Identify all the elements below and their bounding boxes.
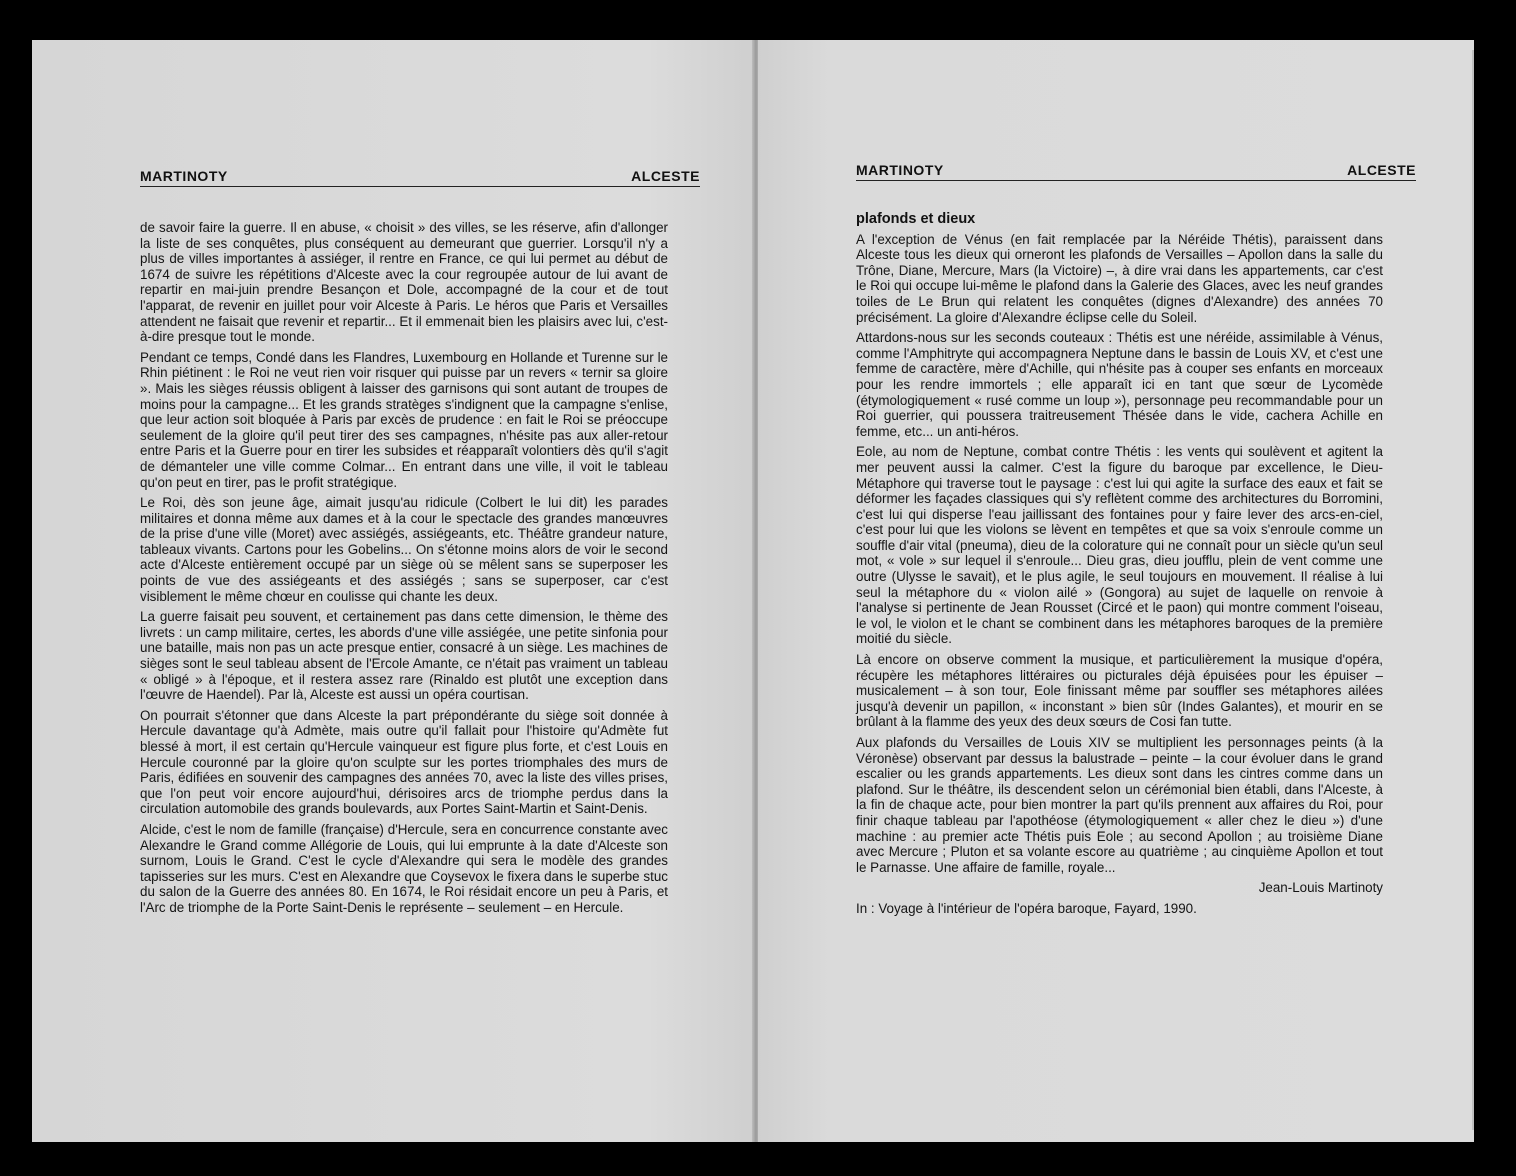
- paragraph: Le Roi, dès son jeune âge, aimait jusqu'au ridicule (Colbert le lui dit) les parades militaires et donna même aux dames et à la cour le spectacle des grandes manœuvres de la prise d'une ville (Moret) avec assiégés, assiégeants, etc. Théâtre grandeur nature, tableaux vivants. Cartons pour les Gobelins... On s'étonne moins alors de voir le second acte d'Alceste entièrement occupé par un siège où se mêlent sans se superposer les points de vue des assiégeants et des assiégés ; sans se superposer, car c'est visiblement le même chœur en coulisse qui chante les deux.: [140, 495, 668, 604]
- header-author: MARTINOTY: [140, 168, 228, 184]
- header-author: MARTINOTY: [856, 162, 944, 178]
- paragraph: Eole, au nom de Neptune, combat contre Thétis : les vents qui soulèvent et agitent la mer peuvent aussi la calmer. C'est la figure du baroque par excellence, le Dieu-Métaphore qui traverse tout le paysage : c'est lui qui agite la surface des eaux et fait se déformer les façades classiques qui s'y reflètent comme des architectures du Borromini, c'est lui qui disperse l'eau jaillissant des fontaines pour y faire lever des arcs-en-ciel, c'est pour lui que les violons se lèvent en tempêtes et que sa voix s'enroule comme un souffle d'air vital (pneuma), dieu de la colorature qui ne connaît pour un siècle qu'un seul mot, « vole » sur lequel il s'enroule... Dieu gras, dieu joufflu, plein de vent comme une outre (Ulysse le savait), et le plus agile, le seul toujours en mouvement. Il réalise à lui seul la métaphore du « violon ailé » (Gongora) au sujet de laquelle on renvoie à l'analyse si pertinente de Jean Rousset (Circé et le paon) qui montre comment l'oiseau, le vol, le violon et le chant se combinent dans les métaphores baroques de la première moitié du siècle.: [856, 444, 1383, 647]
- left-page: [32, 40, 754, 1142]
- source-citation: In : Voyage à l'intérieur de l'opéra baroque, Fayard, 1990.: [856, 900, 1197, 916]
- right-body-text: [856, 212, 1383, 922]
- paragraph: On pourrait s'étonner que dans Alceste la part prépondérante du siège soit donnée à Hercule davantage qu'à Admète, mais outre qu'il fallait pour l'histoire qu'Admète fut blessé à mort, il est certain qu'Hercule vainqueur est figure plus forte, et c'est Louis en Hercule couronné par la gloire qu'on sculpte sur les portes triomphales des murs de Paris, édifiées en souvenir des campagnes des années 70, avec la liste des villes prises, que l'on peut voir encore aujourd'hui, dérisoires arcs de triomphe perdus dans la circulation automobile des grands boulevards, aux Portes Saint-Martin et Saint-Denis.: [140, 707, 668, 817]
- paragraph: Alcide, c'est le nom de famille (française) d'Hercule, sera en concurrence constante avec Alexandre le Grand comme Allégorie de Louis, qui lui emprunte à la date d'Alceste son surnom, Louis le Grand. C'est le cycle d'Alexandre qui sera le modèle des grandes tapisseries sur les murs. C'est en Alexandre que Coysevox le fixera dans le superbe stuc du salon de la Guerre des années 80. En 1674, le Roi résidait encore un peu à Paris, et l'Arc de triomphe de la Porte Saint-Denis le représente – seulement – en Hercule.: [140, 821, 668, 915]
- section-title: plafonds et dieux: [856, 211, 976, 227]
- page-edge: [1472, 50, 1474, 1130]
- paragraph: Pendant ce temps, Condé dans les Flandres, Luxembourg en Hollande et Turenne sur le Rhin piétinent : le Roi ne veut rien voir risquer qui puisse par un revers « ternir sa gloire ». Mais les sièges réussis obligent à laisser des garnisons qui sont autant de troupes de moins pour la campagne... Et les grands stratèges s'indignent que la campagne s'enlise, que leur action soit bloquée à Paris par excès de prudence : en fait le Roi se préoccupe seulement de la gloire qu'il peut tirer des ses campagnes, n'hésite pas aux aller-retour entre Paris et la Guerre pour en tirer les subsides et réapparaît volontiers dès qu'il s'agit de démanteler une ville comme Colmar... En entrant dans une ville, il voit le tableau qu'on peut en tirer, pas le profit stratégique.: [140, 349, 668, 490]
- paragraph: Attardons-nous sur les seconds couteaux : Thétis est une néréide, assimilable à Vénus, comme l'Amphitryte qui accompagnera Neptune dans le bassin de Louis XV, et c'est une femme de caractère, mère d'Achille, qui n'hésite pas à couper ses enfants en morceaux pour les rendre immortels ; elle apparaît ici en tant que sœur de Lycomède (étymologiquement « rusé comme un loup »), personnage peu recommandable pour un Roi guerrier, qui poussera traitreusement Thésée dans le vide, cachera Achille en femme, etc... un anti-héros.: [856, 330, 1383, 439]
- header-title: ALCESTE: [631, 168, 700, 184]
- paragraph: La guerre faisait peu souvent, et certainement pas dans cette dimension, le thème des livrets : un camp militaire, certes, les abords d'une ville assiégée, une petite sinfonia pour une bataille, mais non pas un acte presque entier, consacré à un siège. Les machines de sièges sont le seul tableau absent de l'Ercole Amante, ce n'était pas vraiment un tableau « obligé » à l'époque, et il restera assez rare (Rinaldo est plutôt une exception dans l'œuvre de Haendel). Par là, Alceste est aussi un opéra courtisan.: [140, 609, 668, 703]
- left-body-text: [140, 220, 668, 921]
- author-signature: Jean-Louis Martinoty: [1258, 880, 1383, 896]
- paragraph: A l'exception de Vénus (en fait remplacée par la Néréide Thétis), paraissent dans Alceste tous les dieux qui orneront les plafonds de Versailles – Apollon dans la salle du Trône, Diane, Mercure, Mars (la Victoire) –, à dire vrai dans les appartements, car c'est le Roi qui occupe lui-même le plafond dans la Galerie des Glaces, avec les neuf grandes toiles de Le Brun qui relatent les conquêtes (dignes d'Alexandre) des années 70 précisément. La gloire d'Alexandre éclipse celle du Soleil.: [856, 231, 1383, 325]
- running-head-left: [140, 168, 700, 187]
- header-title: ALCESTE: [1347, 162, 1416, 178]
- paragraph: Là encore on observe comment la musique, et particulièrement la musique d'opéra, récupère les métaphores littéraires ou picturales déjà épuisées pour les épuiser – musicalement – à son tour, Eole finissant même par souffler ses métaphores ailées jusqu'à devenir un papillon, « inconstant » bien sûr (Indes Galantes), et mourir en se brûlant à la flamme des yeux des deux sœurs de Cosi fan tutte.: [856, 652, 1383, 730]
- paragraph: Aux plafonds du Versailles de Louis XIV se multiplient les personnages peints (à la Véronèse) observant par dessus la balustrade – peinte – la cour évoluer dans le grand escalier ou les grands appartements. Les dieux sont dans les cintres comme dans un plafond. Sur le théâtre, ils descendent selon un cérémonial bien établi, dans l'Alceste, à la fin de chaque acte, pour bien montrer la part qu'ils prennent aux affaires du Roi, pour finir chaque tableau par l'apothéose (étymologiquement « aller chez le dieu ») d'une machine : au premier acte Thétis puis Eole ; au second Apollon ; au troisième Diane avec Mercure ; Pluton et sa volante escore au quatrième ; au cinquième Apollon et tout le Parnasse. Une affaire de famille, royale...: [856, 735, 1383, 875]
- paragraph: de savoir faire la guerre. Il en abuse, « choisit » des villes, se les réserve, afin d'allonger la liste de ses conquêtes, plus conséquent au demeurant que guerrier. Lorsqu'il n'y a plus de villes importantes à assiéger, il rentre en France, ce qui lui permet au début de 1674 de suivre les répétitions d'Alceste avec la cour regroupée autour de lui avant de repartir en mai-juin prendre Besançon et Dole, accompagné de la cour et de tout l'apparat, de revenir en juillet pour voir Alceste à Paris. Le héros que Paris et Versailles attendent ne faisait que revenir et repartir... Et il emmenait bien les plaisirs avec lui, c'est-à-dire presque tout le monde.: [140, 220, 668, 345]
- running-head-right: [856, 162, 1416, 181]
- right-page: [758, 40, 1474, 1142]
- book-spread: [32, 40, 1474, 1142]
